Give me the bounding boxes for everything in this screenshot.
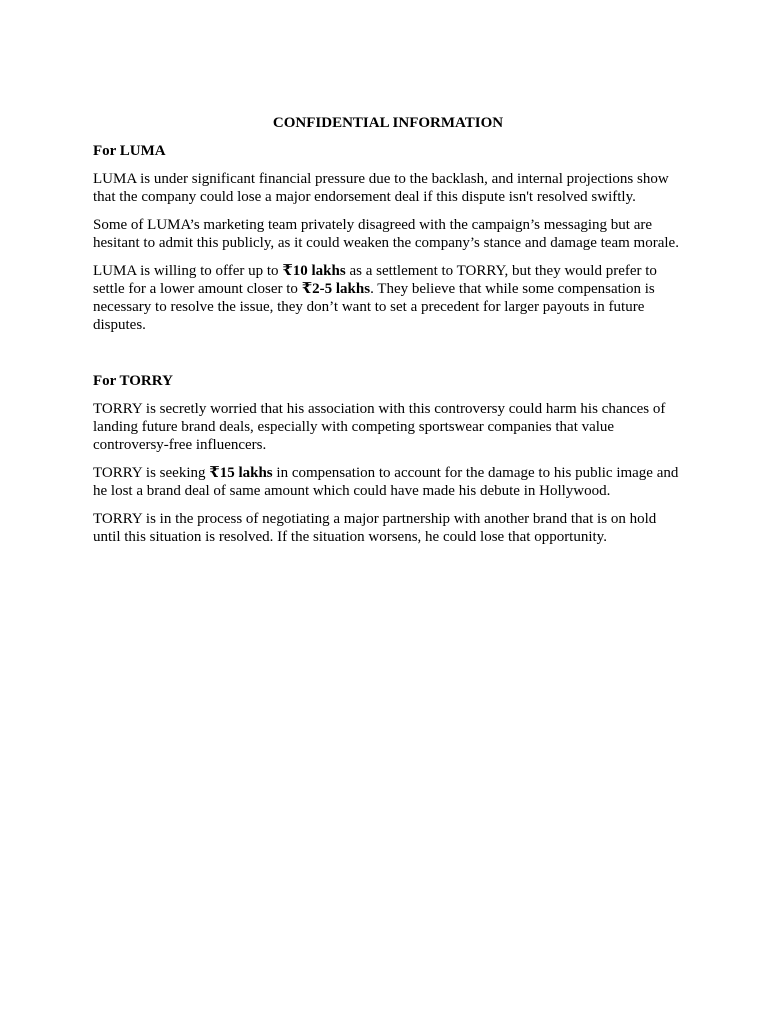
luma-heading: For LUMA (93, 143, 166, 159)
torry-p2-text-1: TORRY is seeking (93, 465, 210, 481)
section-gap (93, 344, 681, 372)
luma-p3-text-2: as a settlement to TORRY, but they would prefer to settle for a lower amount closer to (93, 263, 657, 297)
torry-p2-text-2: in compensation to account for the damage to his public image and he lost a brand deal of same amount which could have made his debute in Hollywood. (93, 465, 679, 499)
torry-paragraph-1: TORRY is secretly worried that his association with this controversy could harm his chances of landing future brand deals, especially with competing sportswear companies that value controversy-free influencers. (93, 401, 666, 453)
document-title: CONFIDENTIAL INFORMATION (272, 115, 504, 131)
torry-demand: ₹15 lakhs (209, 465, 273, 481)
luma-max-offer: ₹10 lakhs (282, 263, 346, 279)
torry-heading: For TORRY (93, 373, 173, 389)
luma-p3-text-3: . They believe that while some compensation is necessary to resolve the issue, they don’t want to set a precedent for larger payouts in future disputes. (93, 281, 655, 333)
document-page (93, 114, 681, 556)
luma-paragraph-3 (93, 262, 681, 334)
torry-paragraph-2 (93, 464, 681, 500)
luma-p3-text-1: LUMA is willing to offer up to (93, 263, 283, 279)
luma-paragraph-2: Some of LUMA’s marketing team privately disagreed with the campaign’s messaging but are hesitant to admit this publicly, as it could weaken the company’s stance and damage team morale. (93, 217, 679, 251)
torry-paragraph-3: TORRY is in the process of negotiating a major partnership with another brand that is on hold until this situation is resolved. If the situation worsens, he could lose that opportunity. (93, 511, 657, 545)
luma-preferred-offer: ₹2-5 lakhs (301, 281, 371, 297)
luma-paragraph-1: LUMA is under significant financial pressure due to the backlash, and internal projections show that the company could lose a major endorsement deal if this dispute isn't resolved swiftly. (93, 171, 669, 205)
